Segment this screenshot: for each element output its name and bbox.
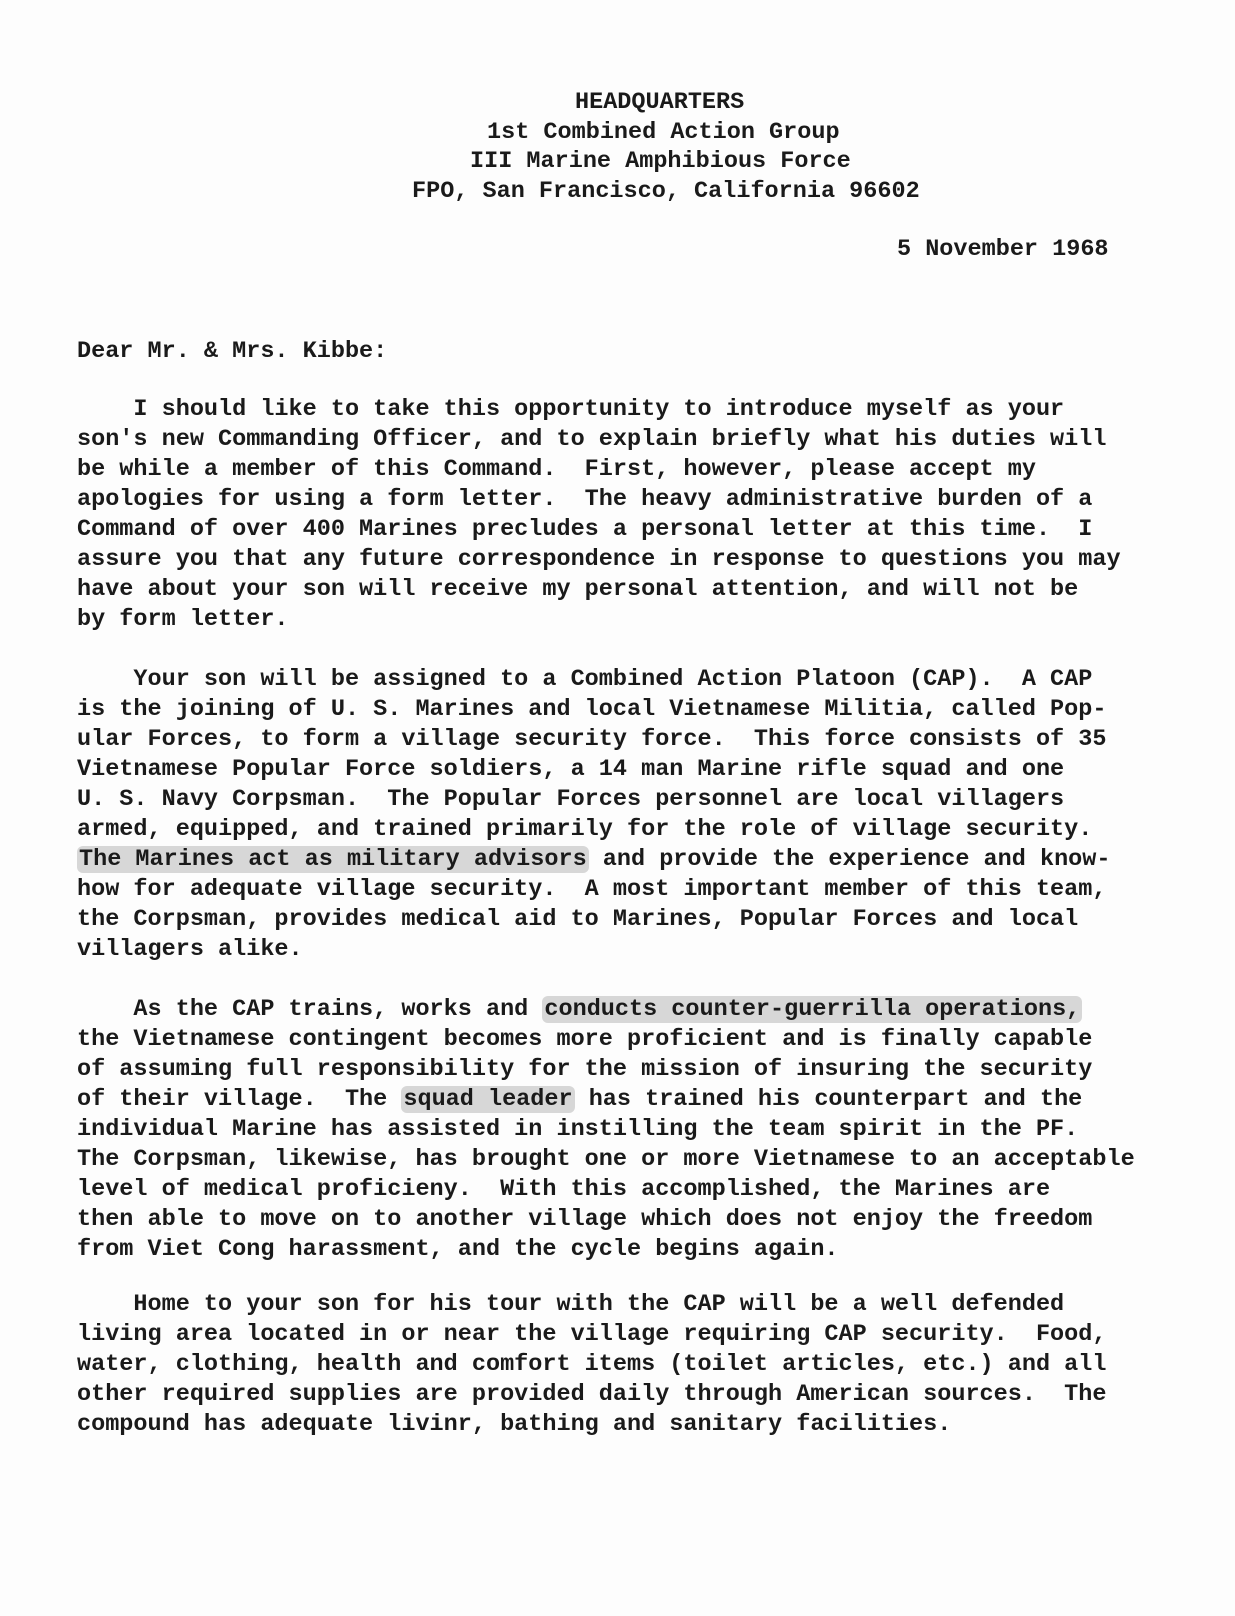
text-line: Vietnamese Popular Force soldiers, a 14 man Marine rifle squad and one [77, 756, 1065, 783]
text-line: Your son will be assigned to a Combined Action Platoon (CAP). A CAP [77, 666, 1093, 693]
letterhead-line: III Marine Amphibious Force [470, 148, 851, 175]
text-line: be while a member of this Command. First, however, please accept my [77, 456, 1036, 483]
paragraph-cap-description [77, 665, 1207, 965]
text-line: armed, equipped, and trained primarily for the role of village security. [77, 816, 1093, 843]
text-segment: As the CAP trains, works and [77, 996, 543, 1023]
text-line: individual Marine has assisted in instilling the team spirit in the PF. [77, 1116, 1079, 1143]
text-line: water, clothing, health and comfort items (toilet articles, etc.) and all [77, 1351, 1107, 1378]
text-line: the Corpsman, provides medical aid to Marines, Popular Forces and local [77, 906, 1079, 933]
letterhead [0, 88, 1235, 206]
text-line: Home to your son for his tour with the CAP will be a well defended [77, 1291, 1065, 1318]
text-line [77, 1085, 1207, 1115]
salutation: Dear Mr. & Mrs. Kibbe: [77, 338, 388, 365]
text-line: I should like to take this opportunity to introduce myself as your [77, 396, 1065, 423]
paragraph-living-conditions [77, 1290, 1207, 1440]
text-line: other required supplies are provided daily through American sources. The [77, 1381, 1107, 1408]
text-line: compound has adequate livinr, bathing and sanitary facilities. [77, 1411, 952, 1438]
paragraph-introduction [77, 395, 1207, 635]
text-line: by form letter. [77, 606, 289, 633]
highlighted-text: The Marines act as military advisors [79, 846, 587, 873]
text-segment: has trained his counterpart and the [574, 1086, 1083, 1113]
text-segment: of their village. The [77, 1086, 402, 1113]
letterhead-line: HEADQUARTERS [575, 89, 745, 116]
letterhead-line: FPO, San Francisco, California 96602 [412, 177, 920, 205]
text-line: villagers alike. [77, 936, 303, 963]
text-line: The Corpsman, likewise, has brought one or more Vietnamese to an acceptable [77, 1146, 1135, 1173]
text-line: son's new Commanding Officer, and to explain briefly what his duties will [77, 426, 1107, 453]
text-line: ular Forces, to form a village security force. This force consists of 35 [77, 726, 1107, 753]
text-line [77, 995, 1207, 1025]
text-line: U. S. Navy Corpsman. The Popular Forces personnel are local villagers [77, 786, 1065, 813]
highlighted-text: squad leader [403, 1086, 573, 1113]
text-line: how for adequate village security. A most important member of this team, [77, 876, 1107, 903]
text-line: then able to move on to another village which does not enjoy the freedom [77, 1206, 1093, 1233]
letterhead-line: 1st Combined Action Group [487, 118, 840, 146]
text-line: of assuming full responsibility for the mission of insuring the security [77, 1056, 1093, 1083]
text-line: from Viet Cong harassment, and the cycle begins again. [77, 1236, 839, 1263]
text-line: living area located in or near the village requiring CAP security. Food, [77, 1321, 1107, 1348]
highlighted-text: conducts counter-guerrilla operations, [544, 996, 1081, 1023]
text-line: have about your son will receive my personal attention, and will not be [77, 576, 1079, 603]
text-line: the Vietnamese contingent becomes more proficient and is finally capable [77, 1026, 1093, 1053]
letter-date: 5 November 1968 [897, 236, 1109, 263]
text-line: is the joining of U. S. Marines and local Vietnamese Militia, called Pop- [77, 696, 1107, 723]
text-line: apologies for using a form letter. The heavy administrative burden of a [77, 486, 1093, 513]
text-segment: and provide the experience and know- [588, 846, 1111, 873]
text-line [77, 845, 1207, 875]
text-line: Command of over 400 Marines precludes a personal letter at this time. I [77, 516, 1093, 543]
text-line: assure you that any future correspondence in response to questions you may [77, 546, 1121, 573]
text-line: level of medical proficieny. With this accomplished, the Marines are [77, 1176, 1051, 1203]
paragraph-cap-training [77, 995, 1207, 1265]
